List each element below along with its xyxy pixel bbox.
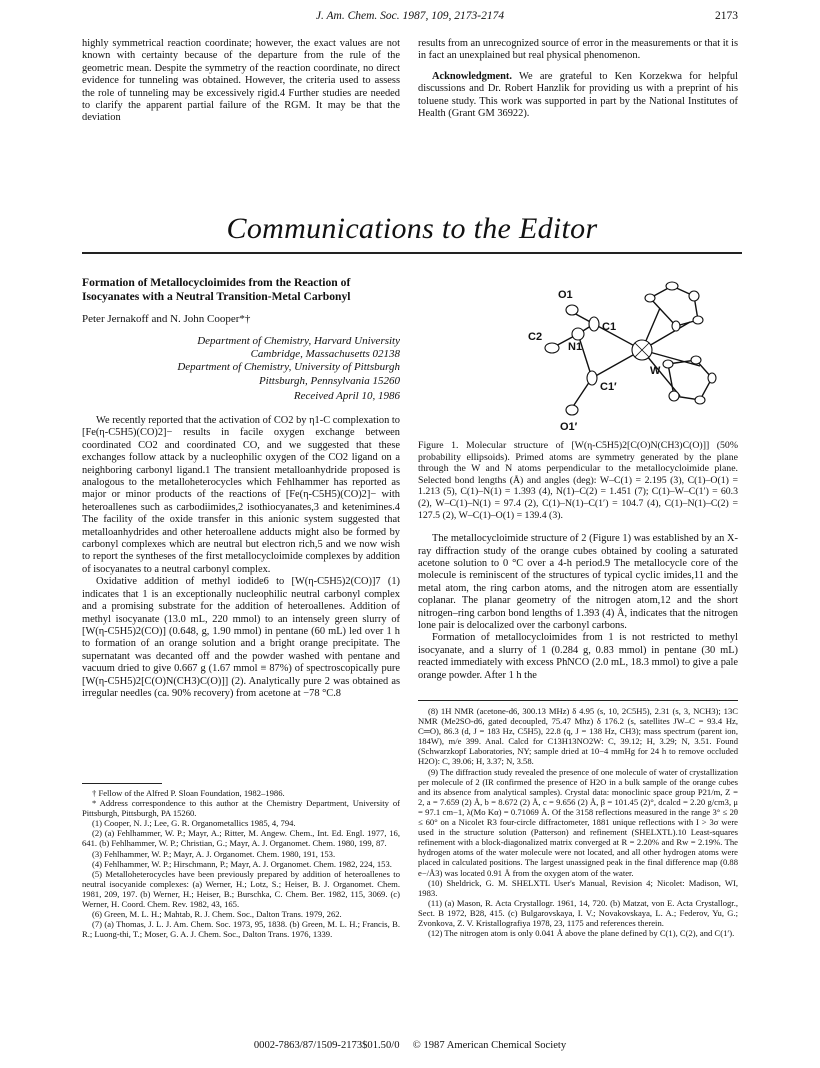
section-banner: Communications to the Editor — [226, 212, 598, 245]
footnote: (8) 1H NMR (acetone-d6, 300.13 MHz) δ 4.95 (s, 10, 2C5H5), 2.31 (s, 3, NCH3); 13C NMR (Me2SO-d6, gated decoupled, 75.47 Mhz) δ 176.2 (s, satellites JW–C = 93.4 Hz, C═O), 86.3 (d, J = 183 Hz, C5H5), 22.8 (q, J = 138 Hz, CH3); mass spectrum (parent ion, 184W), m/e 399. Anal. Calcd for C13H13NO2W: C, 39.12; H, 3.29; N, 3.51. Found (Schwarzkopf Laboratories, NY; sample dried at 10−4 mmHg for 24 h to remove occluded H2O): C, 39.06; H, 3.37; N, 3.58. — [418, 706, 738, 767]
atom-label: O1 — [558, 289, 573, 301]
prev-article-text: highly symmetrical reaction coordinate; however, the exact values are not known with certainty because of the departure from the rule of the geometric mean. Despite the symmetry of the reaction coordinate, no direct evidence for tunneling was obtained. However, the criteria used to assess the role of tunneling may be excessively rigid.4 Further studies are needed to clarify the apparent partial failure of the RGM. It may be that the deviation — [82, 38, 400, 124]
page-number: 2173 — [715, 10, 738, 22]
footnote-rule — [82, 783, 162, 784]
running-header — [0, 6, 820, 26]
prev-article-closing: results from an unrecognized source of error in the measurements or that it is in fact an unexplained but real physical phenomenon. — [418, 38, 738, 62]
footnote: (2) (a) Fehlhammer, W. P.; Mayr, A.; Ritter, M. Angew. Chem., Int. Ed. Engl. 1977, 16, 641. (b) Fehlhammer, W. P.; Christian, G.; Mayr, A. J. Organomet. Chem. 1980, 199, 87. — [82, 828, 400, 849]
banner-rule — [82, 252, 742, 254]
affiliation-line: Cambridge, Massachusetts 02138 — [250, 348, 400, 361]
footnote: (7) (a) Thomas, J. L. J. Am. Chem. Soc. 1973, 95, 1838. (b) Green, M. L. H.; Francis, B. R.; Luong-thi, T.; Moser, G. A. J. Chem. Soc., Dalton Trans. 1976, 1339. — [82, 919, 400, 940]
copyright: © 1987 American Chemical Society — [412, 1040, 567, 1051]
paragraph: We recently reported that the activation of CO2 by η1-C complexation to [Fe(η-C5H5)(CO)2]− results in facile oxygen exchange between coordinated CO2 and coordinated CO, and we suggested that these exchanges follow attack by a nucleophilic oxygen of the CO2 ligand on a neighboring carbonyl ligand.1 The transient metalloanhydride proposed is analogous to the metalloheterocycles which Fehlhammer has reported as major or minor products of the reactions of [Fe(η-C5H5)(CO)2]− with heteroallenes such as carbodiimides,2 isothiocyanates,3 and ketenimines.4 The facility of the oxide transfer in this anionic system suggested that metalloanhydrides and other heteroallene adducts might also be formed by carbonyl complexes which are neutral but electron rich,5 and we now wish to report the syntheses of the first metallocycloimide complexes by addition of isocyanates to a neutral carbonyl complex. — [82, 415, 400, 575]
article-body-right — [418, 533, 738, 682]
figure-caption: Figure 1. Molecular structure of [W(η-C5H5)2[C(O)N(CH3)C(O)]] (50% probability ellipsoids). Primed atoms are symmetry generated by the plane through the W and N atoms perpendicular to the metallocycloimide plane. Selected bond lengths (Å) and angles (deg): W–C(1) = 2.195 (3), C(1)–O(1) = 1.213 (5), C(1)–N(1) = 1.393 (4), N(1)–C(2) = 1.451 (7); C(1)–W–C(1′) = 60.3 (2), W–C(1)–N(1) = 97.4 (2), C(1)–N(1)–C(1′) = 104.7 (4), C(1)–N(1)–C(2) = 127.5 (2), W–C(1)–O(1) = 139.4 (3). — [418, 440, 738, 521]
figure-molecular-structure — [500, 268, 750, 438]
footnote: (5) Metalloheterocycles have been previously prepared by addition of heteroallenes to neutral isocyanide complexes: (a) Werner, H.; Lotz, S.; Heiser, B. J. Organomet. Chem. 1981, 209, 197. (b) Werner, H.; Heiser, B.; Burschka, C. Chem. Ber. 1982, 115, 3069. (c) Werner, H. Coord. Chem. Rev. 1982, 43, 165. — [82, 868, 400, 910]
footnote-rule — [418, 700, 738, 701]
footnote: (1) Cooper, N. J.; Lee, G. R. Organometallics 1985, 4, 794. — [92, 818, 296, 829]
footnote: (9) The diffraction study revealed the presence of one molecule of water of crystallization per molecule of 2 (IR confirmed the presence of H2O in a bulk sample of the orange cubes and its absence from analytical samples). Crystal data: monoclinic space group P21/m, Z = 2, a = 7.659 (2) Å, b = 8.672 (2) Å, c = 9.656 (2) Å, β = 101.45 (2)°, dcalcd = 2.20 g/cm3, μ = 97.1 cm−1, λ(Mo Kα) = 0.71069 Å. Of the 3158 reflections measured in the range 3° ≤ 2θ ≤ 60° on a Nicolet R3 four-circle diffractometer, 1881 unique reflections with I > 3σ were used in the structure solution (Patterson) and refinement (SHELXTL).10 Least-squares refinement with a block-diagonalized matrix converged at R = 2.20% and Rw = 2.19%. The hydrogen atoms of the water molecule were not located, and all other hydrogen atoms were placed in calculated positions. The largest unassigned peak in the final difference map (0.88 e−/Å3) was located 0.91 Å from the oxygen atom of the water. — [418, 766, 738, 878]
footnote: (12) The nitrogen atom is only 0.041 Å above the plane defined by C(1), C(2), and C(1′). — [428, 928, 735, 939]
received-date: Received April 10, 1986 — [293, 389, 400, 402]
journal-citation: J. Am. Chem. Soc. 1987, 109, 2173-2174 — [315, 10, 505, 22]
paragraph: Formation of metallocycloimides from 1 is not restricted to methyl isocyanate, and a slurry of 1 (0.284 g, 0.83 mmol) in pentane (30 mL) reacted immediately with excess PhNCO (2.0 mL, 18.3 mmol) to give a pale orange powder. After 1 h the — [418, 632, 738, 681]
article-code: 0002-7863/87/1509-2173$01.50/0 — [253, 1040, 400, 1051]
affiliations — [82, 335, 400, 403]
prev-article-right-column — [418, 38, 738, 120]
footnote: (10) Sheldrick, G. M. SHELXTL User's Manual, Revision 4; Nicolet: Madison, WI, 1983. — [418, 877, 738, 898]
atom-label: C2 — [528, 331, 543, 343]
footnote: † Fellow of the Alfred P. Sloan Foundation, 1982–1986. — [92, 788, 285, 798]
ack-text: We are grateful to Ken Korzekwa for helpful discussions and Dr. Robert Hanzlik for providing us with a preprint of his toluene study. This work was supported in part by the National Institutes of Health (Grant GM 36922). — [418, 70, 738, 120]
atom-label: O1′ — [560, 421, 578, 433]
affiliation-line: Department of Chemistry, Harvard University — [197, 335, 400, 347]
footnotes-left — [82, 788, 400, 939]
page-footer — [0, 1040, 820, 1051]
footnote: (4) Fehlhammer, W. P.; Hirschmann, P.; Mayr, A. J. Organomet. Chem. 1982, 224, 153. — [92, 858, 392, 869]
acknowledgment — [418, 71, 738, 121]
article-body-left — [82, 415, 400, 700]
footnote: (6) Green, M. L. H.; Mahtab, R. J. Chem. Soc., Dalton Trans. 1979, 262. — [92, 909, 342, 920]
affiliation-line: Pittsburgh, Pennsylvania 15260 — [258, 374, 400, 387]
article-right-column — [418, 440, 738, 682]
atom-label: C1 — [602, 321, 617, 333]
affiliation-line: Department of Chemistry, University of Pittsburgh — [177, 361, 400, 374]
article-title: Formation of Metallocycloimides from the Reaction of Isocyanates with a Neutral Transition-Metal Carbonyl — [82, 276, 351, 303]
atom-label: W — [650, 365, 661, 377]
footnote: * Address correspondence to this author at the Chemistry Department, University of Pittsburgh, Pittsburgh, PA 15260. — [82, 798, 400, 819]
ack-label: Acknowledgment. — [432, 70, 512, 82]
authors: Peter Jernakoff and N. John Cooper*† — [82, 313, 251, 325]
prev-article-left-column — [82, 38, 400, 125]
footnotes-right — [418, 706, 738, 938]
footnote: (3) Fehlhammer, W. P.; Mayr, A. J. Organomet. Chem. 1980, 191, 153. — [92, 848, 336, 859]
atom-label: C1′ — [600, 381, 617, 393]
atom-label: N1 — [568, 341, 583, 353]
footnote: (11) (a) Mason, R. Acta Crystallogr. 1961, 14, 720. (b) Matzat, von E. Acta Crystallogr., Sect. B 1972, B28, 415. (c) Bulgarovskaya, I. V.; Novakovskaya, L. A.; Federov, Yu, G.; Zvonkova, Z. V. Kristallografiya 1978, 23, 1175 and references therein. — [418, 897, 738, 928]
paragraph: Oxidative addition of methyl iodide6 to [W(η-C5H5)2(CO)]7 (1) indicates that 1 is an exceptionally nucleophilic neutral carbonyl complex and a promising substrate for the addition of heteroallenes. Addition of methyl isocyanate (13.0 mL, 220 mmol) to an intensely green slurry of [W(η-C5H5)2(CO)] (0.648, g, 1.90 mmol) in pentane (60 mL) led over 1 h to formation of an orange solution and a bright orange precipitate. The supernatant was decanted off and the powder washed with pentane and vacuum dried to give 0.667 g (1.67 mmol ≡ 87%) of spectroscopically pure [W(η-C5H5)2[C(O)N(CH3)C(O)]] (2). Analytically pure 2 was obtained as irregular needles (ca. 90% recovery) from acetone at −78 °C.8 — [82, 576, 400, 699]
article-left-column — [82, 276, 400, 700]
paragraph: The metallocycloimide structure of 2 (Figure 1) was established by an X-ray diffraction study of the orange cubes obtained by cooling a saturated acetone solution to 0 °C over a 4-h period.9 The metallocycle core of the molecule is reminiscent of the structures of typical cyclic imides,11 and the metal atom, the ring carbon atoms, and the nitrogen atom are essentially coplanar. The planar geometry of the nitrogen atom,12 and the short nitrogen–ring carbon bond lengths of 1.393 (4) Å, indicates that the nitrogen lone pair is delocalized over the carbonyl carbons. — [418, 533, 738, 631]
